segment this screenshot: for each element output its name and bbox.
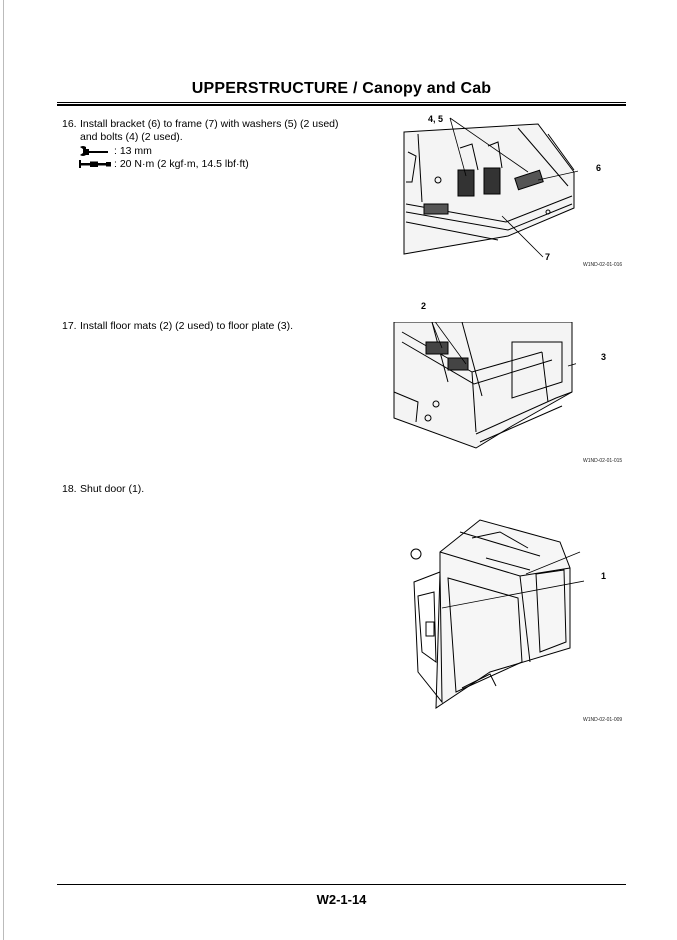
callout-2: 2 <box>421 301 427 311</box>
step-text: Shut door (1). <box>80 483 145 495</box>
title-rule-thin <box>57 102 626 103</box>
callout-7: 7 <box>545 252 551 262</box>
callout-3: 3 <box>601 352 607 362</box>
title-rule-thick <box>57 104 626 106</box>
step-text: Install floor mats (2) (2 used) to floor plate (3). <box>80 320 293 332</box>
figure-code: W1ND-02-01-016 <box>583 262 623 268</box>
figure-code: W1ND-02-01-015 <box>583 458 623 464</box>
step-number: 16. <box>62 118 77 130</box>
footer-rule <box>57 884 626 885</box>
step-text: Install bracket (6) to frame (7) with washers (5) (2 used) and bolts (4) (2 used). <box>80 118 339 143</box>
step-number: 18. <box>62 483 77 495</box>
step-number: 17. <box>62 320 77 332</box>
figure-code: W1ND-02-01-009 <box>583 717 623 723</box>
callout-1: 1 <box>601 571 607 581</box>
wrench-icon <box>78 145 112 157</box>
page-title: UPPERSTRUCTURE / Canopy and Cab <box>191 80 492 97</box>
figure-cab-door <box>400 512 584 712</box>
wrench-size: : 13 mm <box>114 145 152 157</box>
page-left-border <box>3 0 4 940</box>
figure-bracket-install <box>398 112 578 260</box>
callout-6: 6 <box>596 163 602 173</box>
torque-wrench-icon <box>78 158 112 170</box>
torque-value: : 20 N·m (2 kgf·m, 14.5 lbf·ft) <box>114 158 249 170</box>
figure-floor-mats <box>392 322 576 450</box>
page-number: W2-1-14 <box>316 892 367 907</box>
callout-4-5: 4, 5 <box>428 114 444 124</box>
